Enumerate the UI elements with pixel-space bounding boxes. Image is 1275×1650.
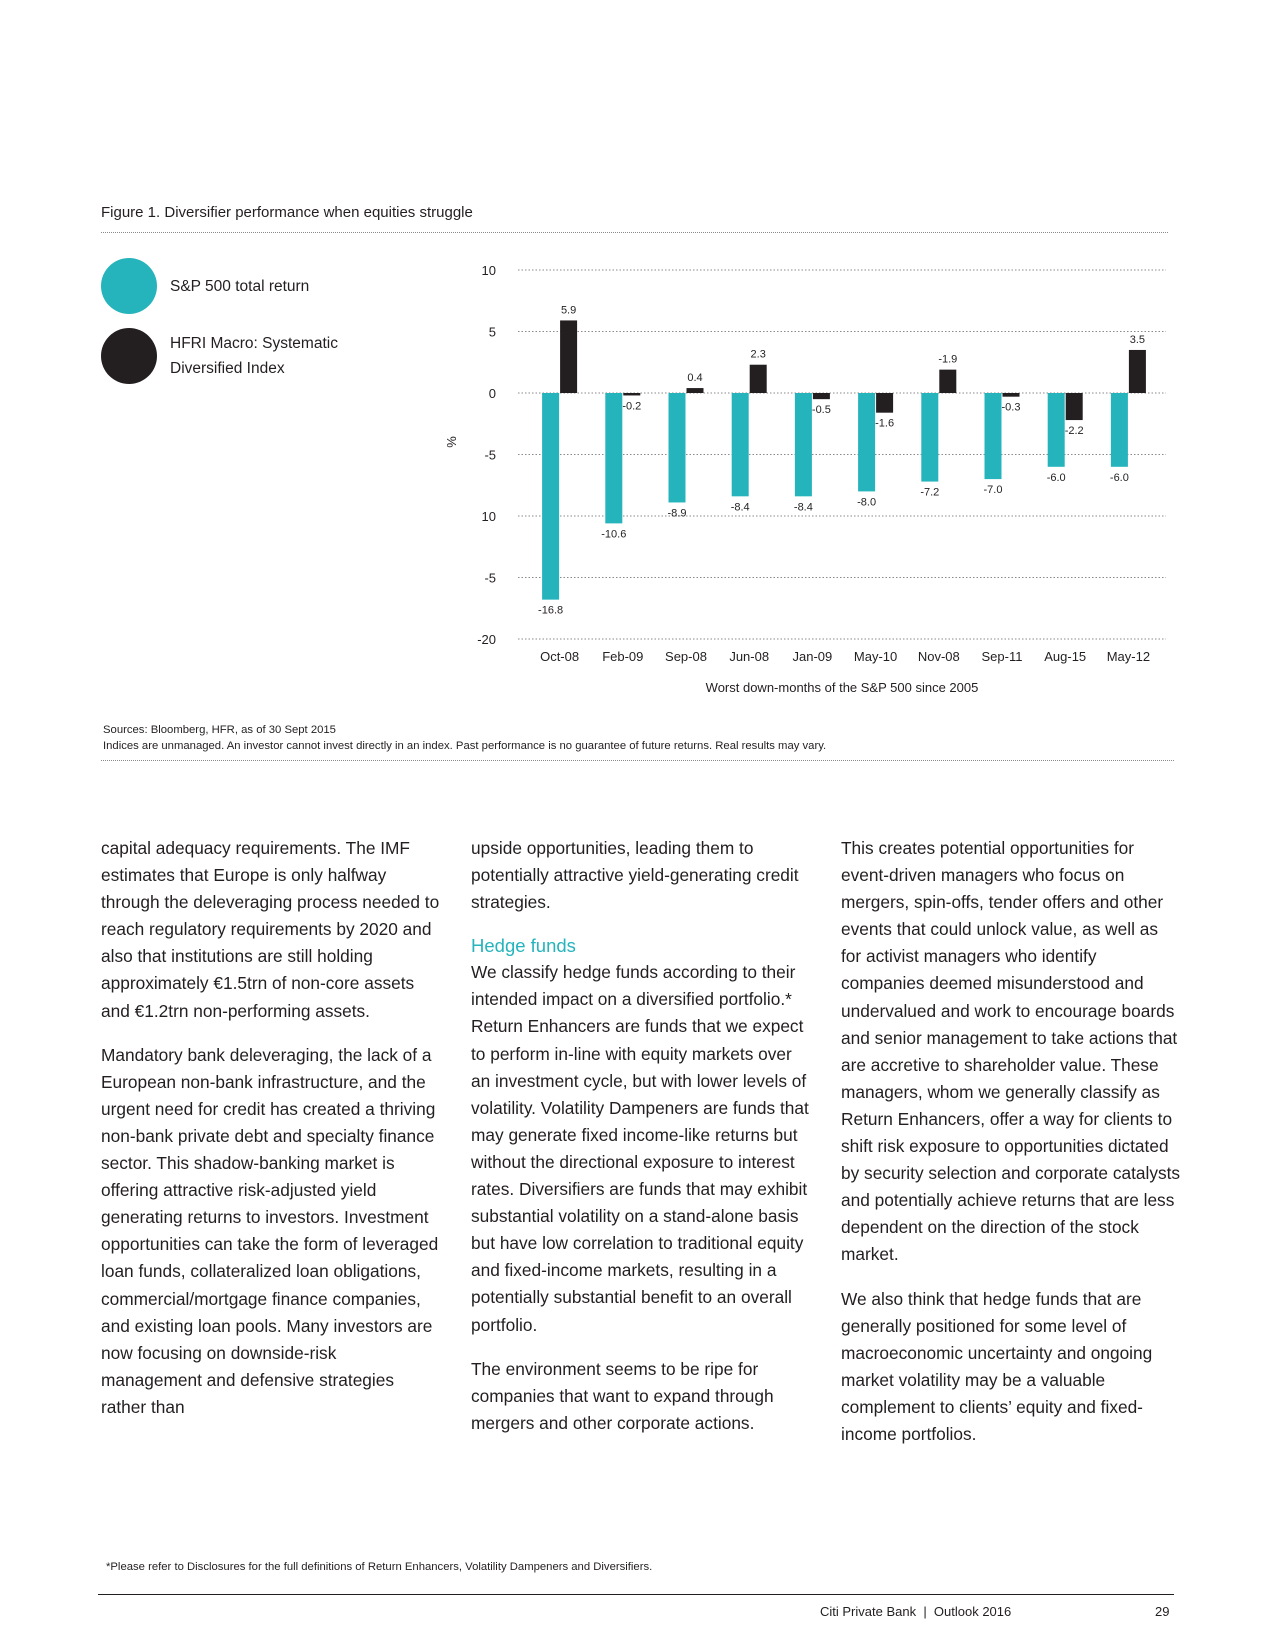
bar-sp500 [795, 393, 812, 496]
bar-hfri [1066, 393, 1083, 420]
legend-label-sp500: S&P 500 total return [170, 277, 310, 295]
bar-hfri [876, 393, 893, 413]
data-label-hfri: -0.2 [622, 400, 642, 413]
disclaimer-line: Indices are unmanaged. An investor cannot invest directly in an index. Past performance is no guarantee of future returns. Real results may vary. [103, 740, 827, 752]
bar-hfri [1129, 350, 1146, 393]
y-tick-label: 5 [488, 324, 496, 340]
y-tick-label: -20 [477, 632, 496, 647]
bar-sp500 [732, 393, 749, 496]
y-tick-label: 10 [481, 263, 496, 278]
page-number: 29 [1155, 1604, 1170, 1619]
data-label-hfri: 0.4 [687, 372, 703, 385]
x-tick-label: Nov-08 [917, 649, 960, 664]
data-label-sp500: -6.0 [1109, 471, 1129, 484]
x-tick-label: Aug-15 [1044, 649, 1087, 664]
x-tick-label: Oct-08 [540, 649, 580, 664]
footer-publication: Citi Private Bank | Outlook 2016 [820, 1604, 1012, 1619]
y-tick-label: 10 [481, 509, 496, 524]
legend-item-hfri [101, 328, 370, 384]
data-label-sp500: -8.9 [667, 507, 687, 520]
paragraph: We also think that hedge funds that are generally positioned for some level of macroeconomic uncertainty and ongoing market volatility may be a valuable complement to clients’ equity and fixed-income portfolios. [841, 1288, 1153, 1444]
x-tick-label: Jan-09 [792, 649, 833, 664]
x-tick-label: Sep-08 [665, 649, 707, 664]
figure-title: Figure 1. Diversifier performance when equities struggle [101, 204, 473, 221]
bar-hfri [939, 370, 956, 393]
text-column-2 [471, 835, 811, 1454]
legend-label-hfri: HFRI Macro: Systematic Diversified Index [170, 335, 338, 377]
figure-sources [103, 722, 826, 754]
x-tick-label: Sep-11 [981, 649, 1023, 664]
bar-sp500 [542, 393, 559, 600]
legend-swatch-sp500 [101, 258, 157, 314]
footnote: *Please refer to Disclosures for the full definitions of Return Enhancers, Volatility Dampeners and Diversifiers. [106, 1561, 653, 1573]
data-label-hfri: -2.2 [1064, 425, 1084, 438]
section-heading-hedge-funds: Hedge funds [471, 935, 576, 957]
data-label-sp500: -8.4 [730, 501, 750, 514]
bar-hfri [750, 365, 767, 393]
x-tick-label: May-10 [853, 649, 898, 664]
bar-chart [444, 250, 1180, 710]
bar-sp500 [921, 393, 938, 482]
x-tick-label: Feb-09 [602, 649, 644, 664]
x-axis-label: Worst down-months of the S&P 500 since 2005 [705, 680, 979, 695]
figure-bottom-rule [101, 760, 1174, 761]
data-label-hfri: -1.9 [938, 353, 958, 366]
paragraph: We classify hedge funds according to their intended impact on a diversified portfolio.* Return Enhancers are funds that we expect to perform in-line with equity markets over an investment cycle, but with lower levels of volatility. Volatility Dampeners are funds that may generate fixed income-like returns but without the directional exposure to interest rates. Diversifiers are funds that may exhibit substantial volatility on a stand-alone basis but have low correlation to traditional equity and fixed-income markets, resulting in a potentially substantial benefit to an overall portfolio. [471, 962, 809, 1335]
data-label-hfri: -0.5 [811, 404, 831, 417]
bar-sp500 [1111, 393, 1128, 467]
bar-sp500 [985, 393, 1002, 479]
data-label-hfri: -0.3 [1001, 401, 1021, 414]
bar-sp500 [605, 393, 622, 523]
data-label-sp500: -10.6 [601, 528, 627, 541]
footer-rule [98, 1594, 1174, 1595]
text-column-1 [101, 835, 441, 1438]
paragraph: capital adequacy requirements. The IMF estimates that Europe is only halfway through the deleveraging process needed to reach regulatory requirements by 2020 and also that institutions are still holding approximately €1.5trn of non-core assets and €1.2trn non-performing assets. [101, 838, 440, 1021]
data-label-hfri: 5.9 [560, 304, 577, 317]
paragraph: This creates potential opportunities for event-driven managers who focus on mergers, spin-offs, tender offers and other events that could unlock value, as well as for activist managers who identify companies deemed misunderstood and undervalued and work to encourage boards and senior management to take actions that are accretive to shareholder value. These managers, whom we generally classify as Return Enhancers, offer a way for clients to shift risk exposure to opportunities dictated by security selection and corporate catalysts and potentially achieve returns that are less dependent on the direction of the stock market. [841, 838, 1181, 1265]
data-label-sp500: -7.0 [983, 484, 1003, 497]
x-tick-label: Jun-08 [729, 649, 770, 664]
text-column-3 [841, 835, 1181, 1465]
bar-hfri [623, 393, 640, 395]
data-label-sp500: -8.4 [793, 501, 813, 514]
data-label-sp500: -7.2 [920, 486, 940, 499]
bar-sp500 [669, 393, 686, 502]
data-label-sp500: -8.0 [857, 496, 877, 509]
data-label-sp500: -16.8 [538, 604, 564, 617]
data-label-sp500: -6.0 [1046, 471, 1066, 484]
bar-hfri [560, 320, 577, 393]
sources-line: Sources: Bloomberg, HFR, as of 30 Sept 2015 [103, 724, 336, 736]
bar-hfri [687, 388, 704, 393]
figure-top-rule [101, 232, 1168, 233]
bar-hfri [813, 393, 830, 399]
paragraph: Mandatory bank deleveraging, the lack of a European non-bank infrastructure, and the urgent need for credit has created a thriving non-bank private debt and specialty finance sector. This shadow-banking market is offering attractive risk-adjusted yield generating returns to investors. Investment opportunities can take the form of leveraged loan funds, collateralized loan obligations, commercial/mortgage finance companies, and existing loan pools. Many investors are now focusing on downside-risk management and defensive strategies rather than [101, 1044, 439, 1417]
bar-hfri [1003, 393, 1020, 397]
data-label-hfri: 3.5 [1129, 333, 1146, 346]
legend-item-sp500 [101, 258, 370, 314]
x-tick-label: May-12 [1106, 649, 1151, 664]
y-tick-label: -5 [484, 570, 496, 586]
data-label-hfri: 2.3 [750, 348, 766, 361]
paragraph: upside opportunities, leading them to potentially attractive yield-generating credit strategies. [471, 838, 799, 913]
bar-sp500 [858, 393, 875, 491]
bar-sp500 [1048, 393, 1065, 467]
data-label-hfri: -1.6 [875, 417, 895, 430]
y-tick-label: 0 [488, 386, 496, 401]
legend-swatch-hfri [101, 328, 157, 384]
y-axis-label: % [444, 436, 459, 448]
paragraph: The environment seems to be ripe for companies that want to expand through mergers and other corporate actions. [471, 1358, 774, 1433]
y-tick-label: -5 [484, 447, 496, 463]
